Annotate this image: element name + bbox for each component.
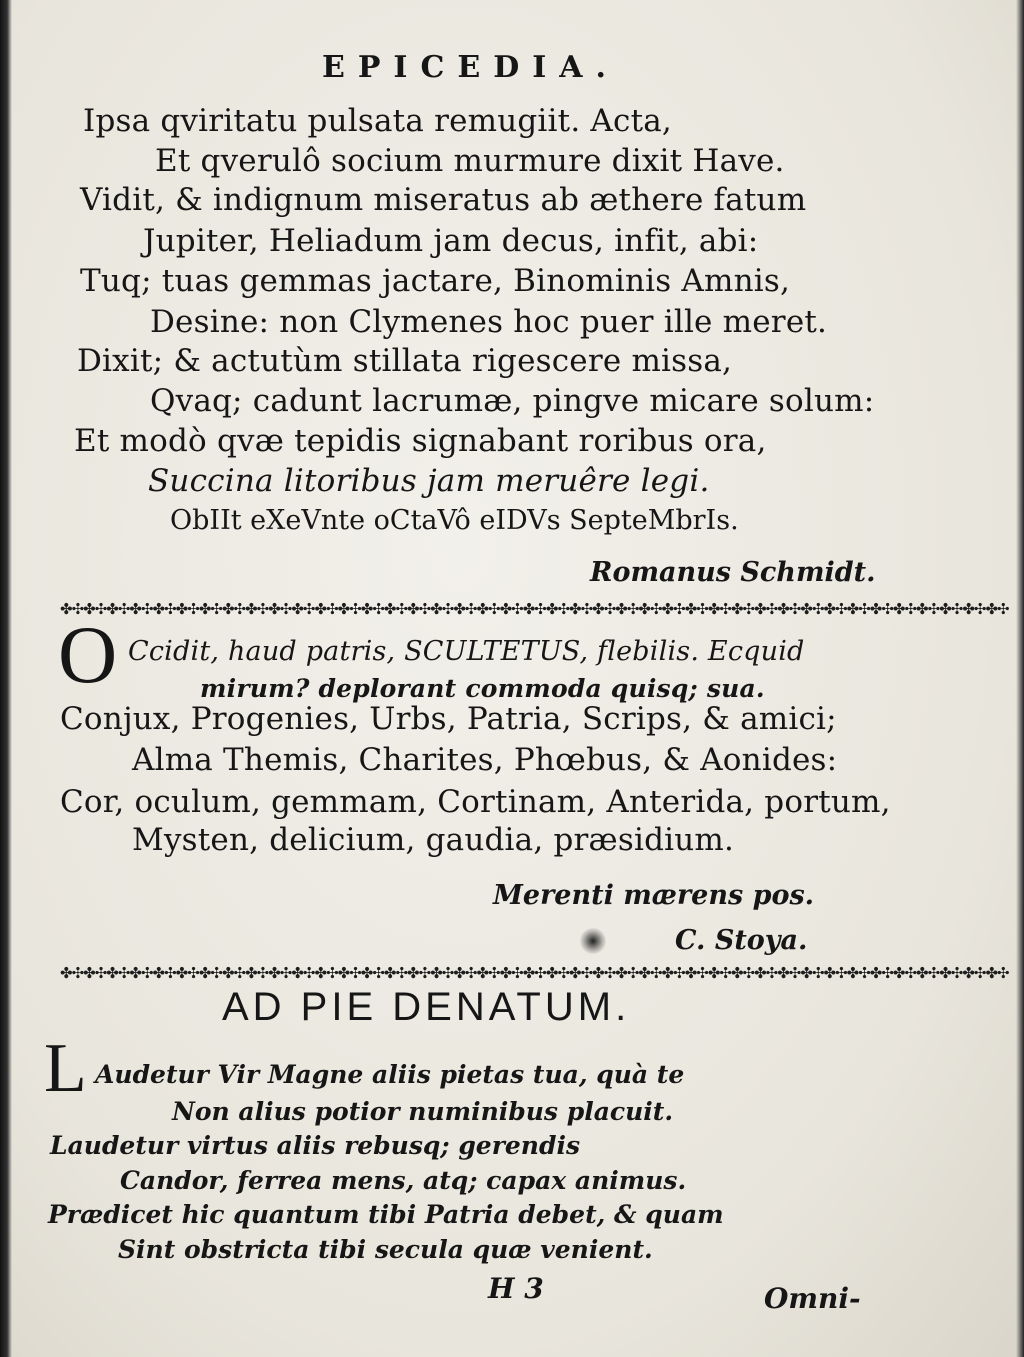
poem3-line-5: Prædicet hic quantum tibi Patria debet, & quam xyxy=(48,1200,724,1229)
poem3-line-2: Non alius potior numinibus placuit. xyxy=(172,1097,674,1126)
scan-edge-left xyxy=(0,0,12,1357)
poem1-line-10: Succina litoribus jam meruêre legi. xyxy=(148,463,710,499)
signature-mark: H 3 xyxy=(488,1272,544,1305)
poem1-line-7: Dixit; & actutùm stillata rigescere missa, xyxy=(77,343,733,379)
poem1-line-4: Jupiter, Heliadum jam decus, infit, abi: xyxy=(143,223,759,259)
poem1-line-1: Ipsa qviritatu pulsata remugiit. Acta, xyxy=(83,103,672,139)
poem1-line-5: Tuq; tuas gemmas jactare, Binominis Amnis, xyxy=(80,263,791,299)
ornament-rule-2: ✤✣✤✣✤✣✤✣✤✣✤✣✤✣✤✣✤✣✤✣✤✣✤✣✤✣✤✣✤✣✤✣✤✣✤✣✤✣✤✣✤✣✤✣✤✣✤✣✤✣✤✣✤✣✤✣✤✣✤✣✤✣✤✣✤✣✤✣✤✣✤✣✤✣✤✣✤✣✤✣✤✣ xyxy=(60,964,1009,982)
poem3-line-1: Audetur Vir Magne aliis pietas tua, quà te xyxy=(95,1060,685,1089)
poem2-line-6: Mysten, delicium, gaudia, præsidium. xyxy=(132,822,735,858)
poem1-line-3: Vidit, & indignum miseratus ab æthere fatum xyxy=(80,182,807,218)
poem3-line-3: Laudetur virtus aliis rebusq; gerendis xyxy=(50,1131,581,1160)
poem2-line-1: Ccidit, haud patris, SCULTETUS, flebilis. Ecquid xyxy=(128,636,805,667)
poem2-line-3: Conjux, Progenies, Urbs, Patria, Scrips, & amici; xyxy=(60,701,837,737)
signature-romanus-schmidt: Romanus Schmidt. xyxy=(590,557,876,588)
poem2-line-4: Alma Themis, Charites, Phœbus, & Aonides: xyxy=(132,742,838,778)
poem3-line-6: Sint obstricta tibi secula quæ venient. xyxy=(118,1235,653,1264)
poem1-line-6: Desine: non Clymenes hoc puer ille meret. xyxy=(150,304,828,340)
ink-blot xyxy=(580,928,606,954)
poem2-line-5: Cor, oculum, gemmam, Cortinam, Anterida, portum, xyxy=(60,784,891,820)
dropcap-l: L xyxy=(44,1030,87,1107)
scan-edge-right xyxy=(1016,0,1024,1357)
ornament-rule-1: ✤✣✤✣✤✣✤✣✤✣✤✣✤✣✤✣✤✣✤✣✤✣✤✣✤✣✤✣✤✣✤✣✤✣✤✣✤✣✤✣✤✣✤✣✤✣✤✣✤✣✤✣✤✣✤✣✤✣✤✣✤✣✤✣✤✣✤✣✤✣✤✣✤✣✤✣✤✣✤✣✤✣ xyxy=(60,600,1009,618)
chronogram: ObIIt eXeVnte oCtaVô eIDVs SepteMbrIs. xyxy=(170,505,739,536)
signature-c-stoya: C. Stoya. xyxy=(675,925,808,956)
section-heading: AD PIE DENATUM. xyxy=(222,985,631,1029)
poem3-line-4: Candor, ferrea mens, atq; capax animus. xyxy=(120,1166,687,1195)
poem1-line-9: Et modò qvæ tepidis signabant roribus ora, xyxy=(74,423,767,459)
poem2-line-2: mirum? deplorant commoda quisq; sua. xyxy=(200,674,765,703)
poem1-line-8: Qvaq; cadunt lacrumæ, pingve micare solum: xyxy=(150,383,875,419)
dropcap-o: O xyxy=(58,609,118,700)
running-head: EPICEDIA. xyxy=(322,50,619,85)
catchword: Omni- xyxy=(764,1282,861,1315)
dedication: Merenti mærens pos. xyxy=(493,880,815,911)
poem1-line-2: Et qverulô socium murmure dixit Have. xyxy=(155,143,785,179)
